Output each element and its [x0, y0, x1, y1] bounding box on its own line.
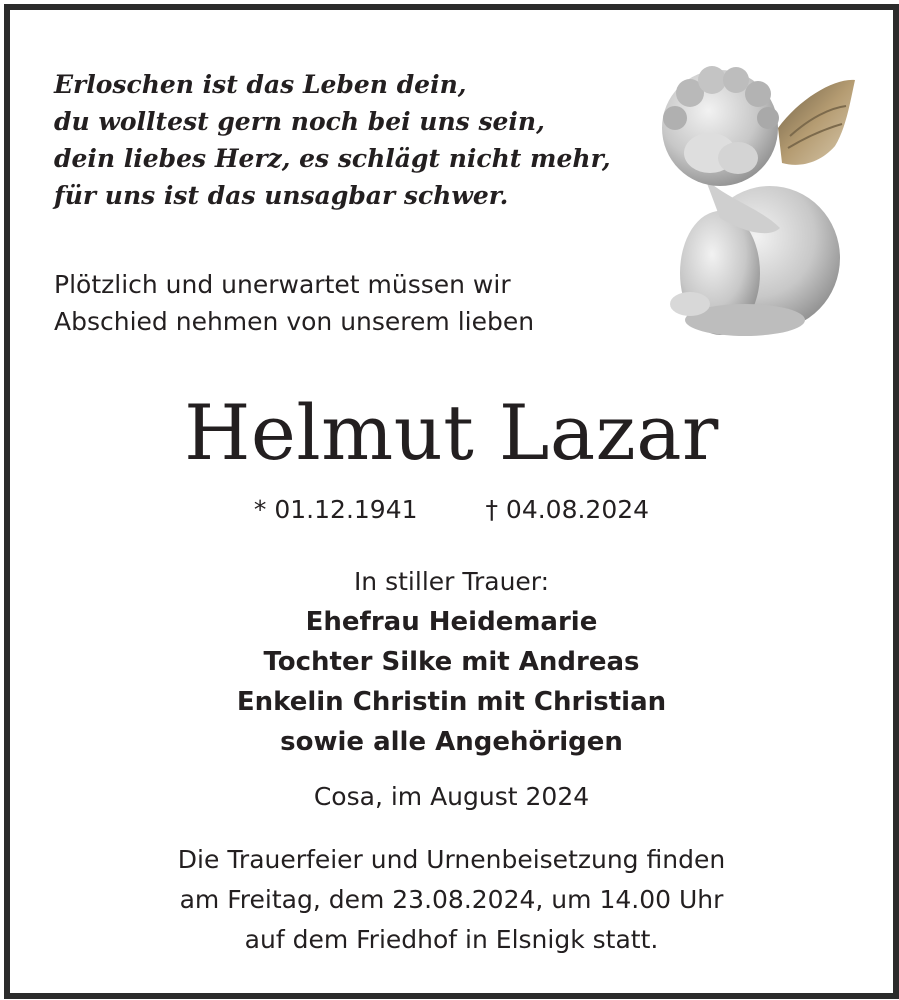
service-line: Die Trauerfeier und Urnenbeisetzung finden [177, 845, 726, 874]
mourner-name: sowie alle Angehörigen [280, 727, 623, 757]
service-line: auf dem Friedhof in Elsnigk statt. [244, 925, 659, 954]
service-line: am Freitag, dem 23.08.2024, um 14.00 Uhr [179, 885, 724, 914]
mourners-heading: In stiller Trauer: [353, 567, 550, 596]
mourner-name: Enkelin Christin mit Christian [236, 687, 667, 717]
cherub-angel-icon [650, 58, 860, 338]
death-date: † 04.08.2024 [485, 495, 650, 524]
poem [54, 66, 654, 214]
birth-date: * 01.12.1941 [253, 495, 418, 524]
mourners [10, 562, 893, 762]
place-date: Cosa, im August 2024 [313, 782, 590, 811]
intro-line: Plötzlich und unerwartet müssen wir [54, 270, 511, 299]
intro-line: Abschied nehmen von unserem lieben [54, 307, 535, 336]
poem-line: dein liebes Herz, es schlägt nicht mehr, [54, 144, 611, 173]
intro-text [54, 266, 674, 340]
deceased-name: Helmut Lazar [184, 388, 719, 477]
service-info [10, 840, 893, 960]
poem-line: für uns ist das unsagbar schwer. [54, 181, 509, 210]
obituary-notice [4, 4, 899, 999]
life-dates [10, 494, 893, 526]
mourner-name: Tochter Silke mit Andreas [263, 647, 640, 677]
poem-line: Erloschen ist das Leben dein, [54, 70, 467, 99]
poem-line: du wolltest gern noch bei uns sein, [54, 107, 545, 136]
mourner-name: Ehefrau Heidemarie [305, 607, 598, 637]
